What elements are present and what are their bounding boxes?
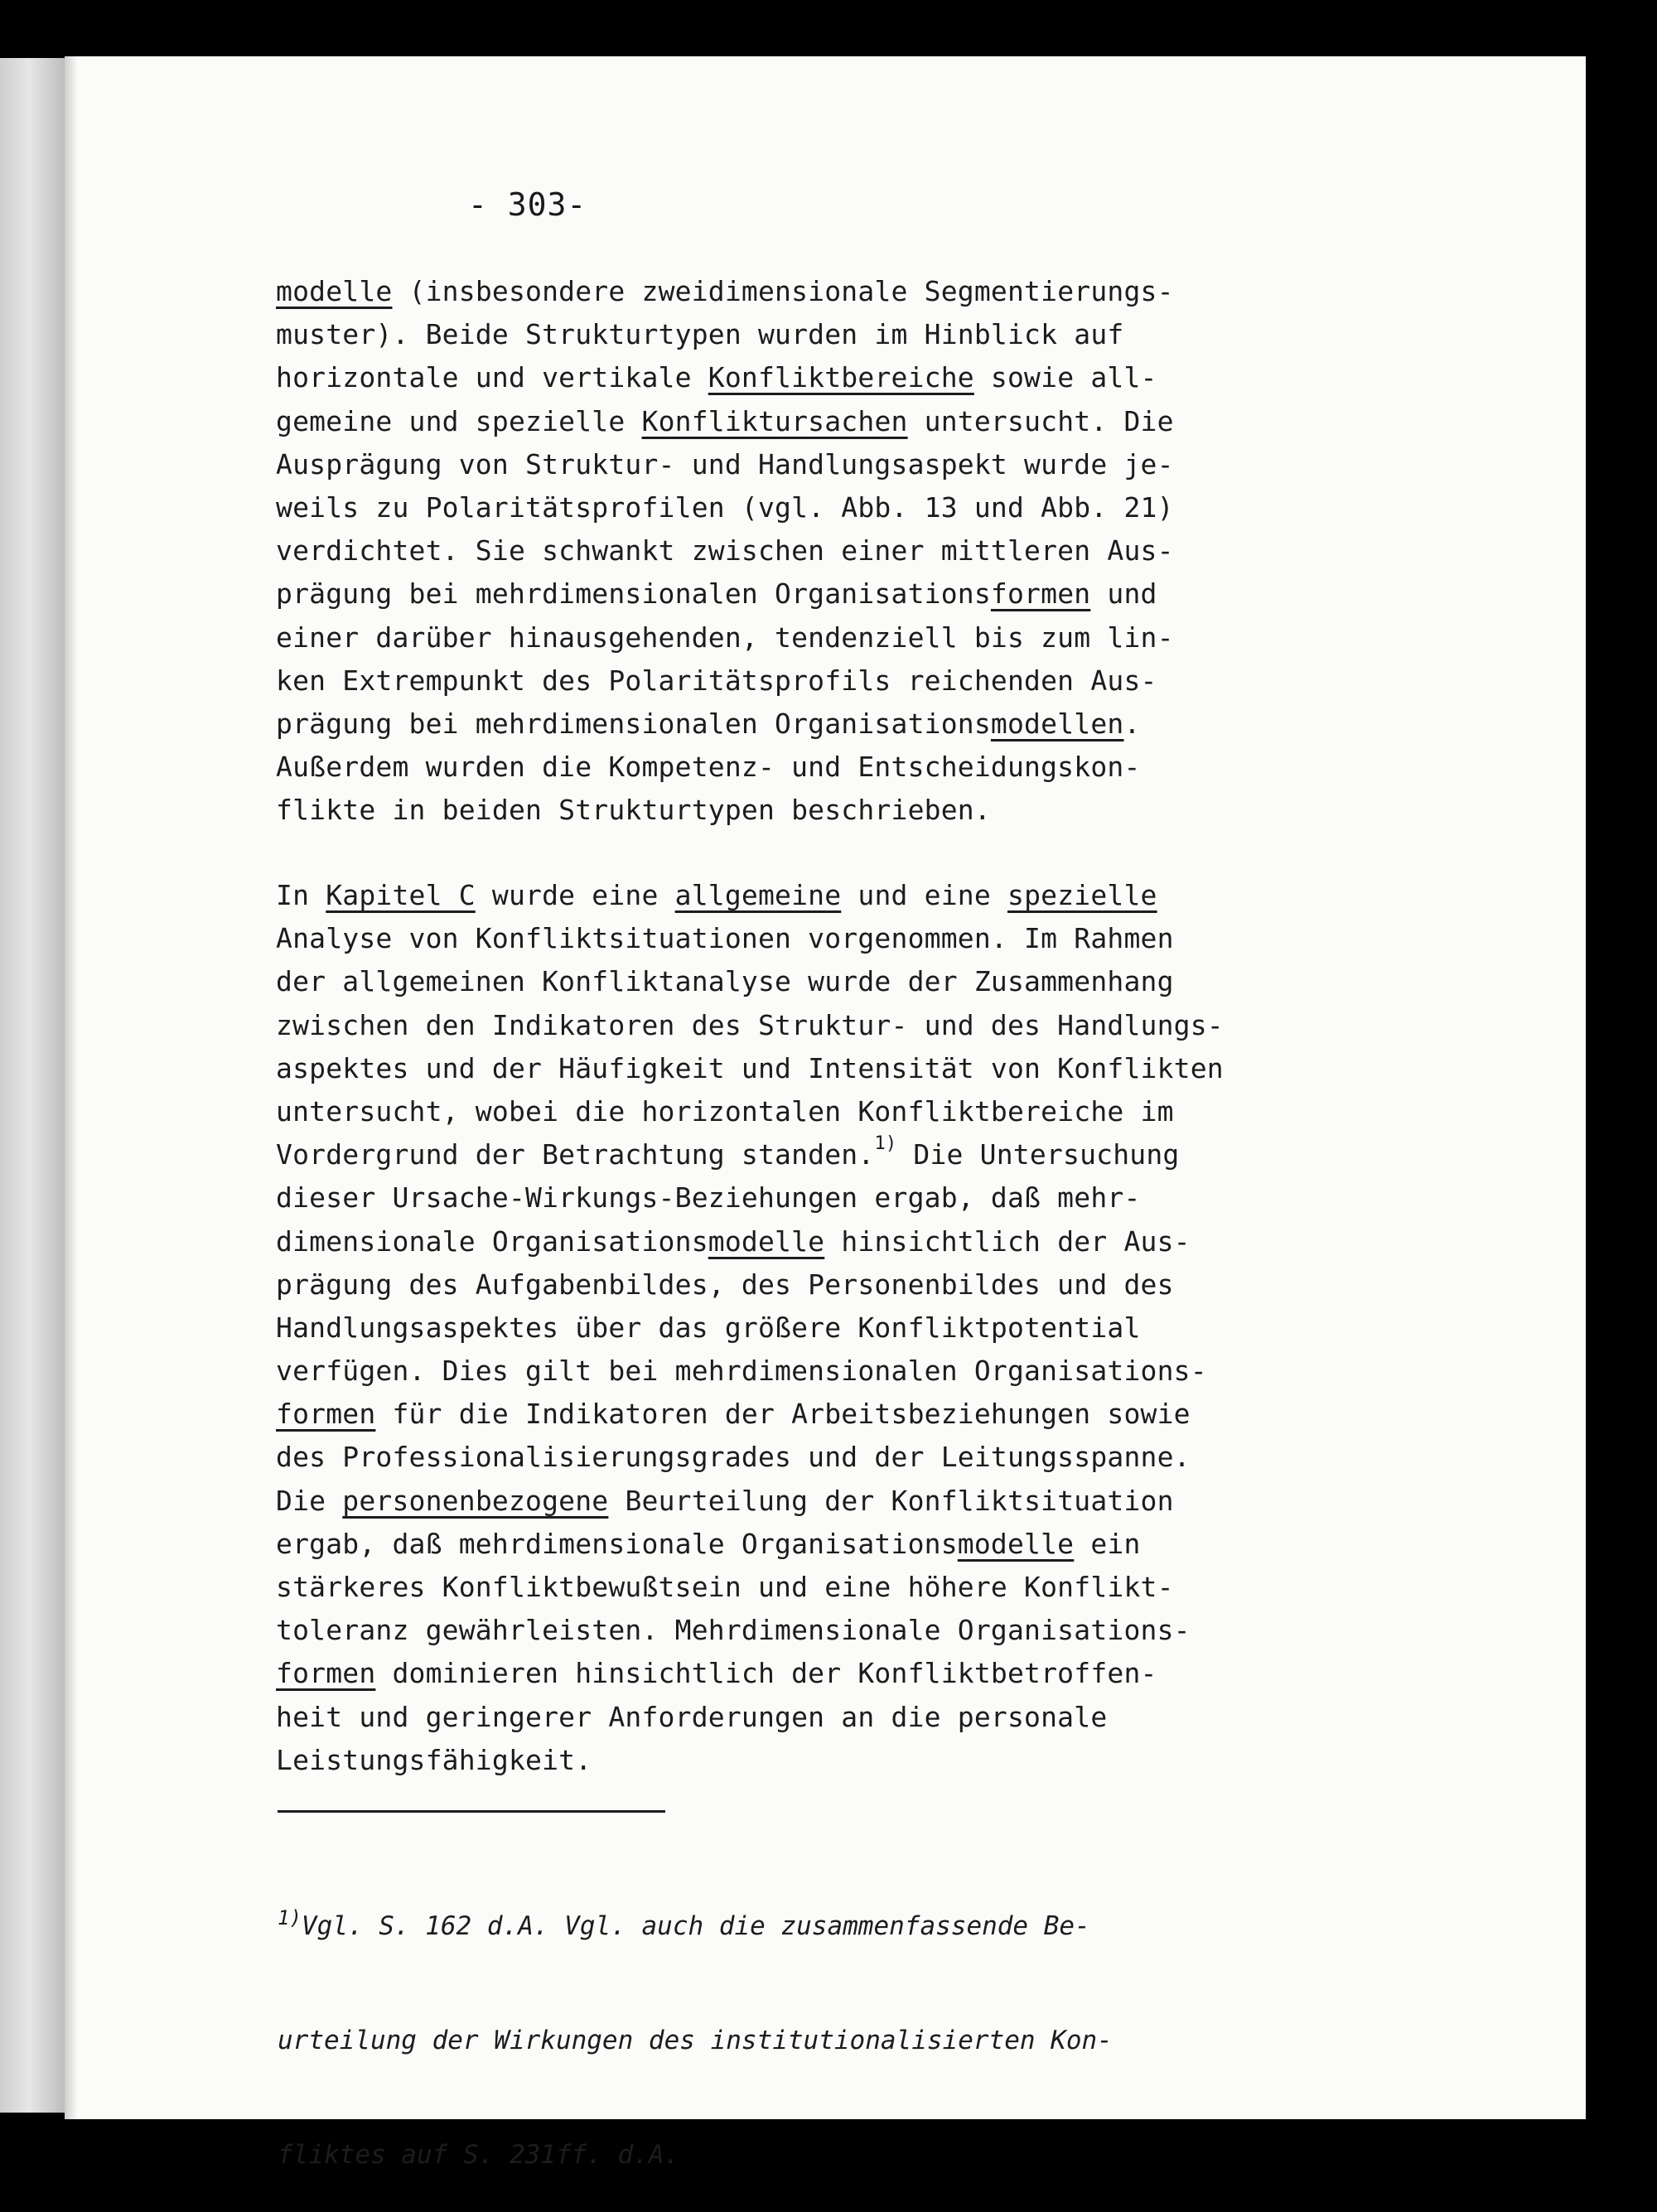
text-line — [276, 703, 1254, 746]
text-segment: gemeine und spezielle — [276, 404, 642, 437]
text-line — [276, 1393, 1254, 1436]
underlined-term: modellen — [990, 707, 1124, 740]
text-line — [276, 1263, 1254, 1306]
text-segment: Außerdem wurden die Kompetenz- und Entscheidungskon- — [276, 751, 1141, 784]
paragraph-summary-structure — [276, 270, 1254, 832]
text-segment: In — [276, 879, 326, 911]
text-segment: Die Untersuchung — [896, 1138, 1180, 1171]
text-line — [276, 1004, 1254, 1047]
text-segment: verfügen. Dies gilt bei mehrdimensionalen Organisations- — [276, 1355, 1207, 1388]
underlined-term: allgemeine — [674, 879, 842, 911]
text-segment: untersucht, wobei die horizontalen Konfliktbereiche im — [276, 1094, 1174, 1128]
text-segment: horizontale und vertikale — [276, 361, 708, 394]
underlined-term: formen — [276, 1398, 376, 1431]
text-line — [276, 313, 1254, 356]
underlined-term: Kapitel C — [326, 879, 476, 911]
underlined-term: modelle — [708, 1224, 825, 1258]
text-segment: hinsichtlich der Aus- — [824, 1224, 1191, 1258]
adjacent-page-edge — [0, 58, 65, 2113]
text-line — [276, 1306, 1254, 1350]
text-line — [276, 1350, 1254, 1393]
text-line — [276, 874, 1254, 917]
text-segment: dieser Ursache-Wirkungs-Beziehungen ergab, daß mehr- — [276, 1181, 1141, 1215]
text-segment: ken Extrempunkt des Polaritätsprofils reichenden Aus- — [276, 664, 1157, 697]
spine-shadow — [65, 56, 78, 2119]
text-segment: heit und geringerer Anforderungen an die personale — [276, 1700, 1108, 1733]
text-line — [276, 486, 1254, 529]
footnote-separator — [278, 1810, 665, 1813]
text-segment: ein — [1074, 1527, 1141, 1560]
text-segment: dimensionale Organisations — [276, 1224, 708, 1258]
footnote-line-1 — [278, 1907, 1272, 1945]
underlined-term: modelle — [276, 275, 393, 307]
text-line — [276, 1566, 1254, 1609]
footnote-line-3: fliktes auf S. 231ff. d.A. — [278, 2140, 680, 2170]
text-line — [276, 917, 1254, 960]
text-segment: Leistungsfähigkeit. — [276, 1743, 592, 1776]
text-segment: Beurteilung der Konfliktsituation — [608, 1484, 1174, 1517]
text-line — [276, 659, 1254, 703]
text-segment: ergab, daß mehrdimensionale Organisations — [276, 1527, 958, 1560]
text-line — [276, 1436, 1254, 1479]
text-segment: stärkeres Konfliktbewußtsein und eine höhere Konflikt- — [276, 1571, 1174, 1603]
underlined-term: Konfliktursachen — [641, 404, 908, 437]
text-segment: Vordergrund der Betrachtung standen. — [276, 1138, 875, 1171]
text-segment: sowie all- — [973, 361, 1157, 394]
text-line — [276, 616, 1254, 659]
text-segment: . — [1123, 707, 1141, 740]
text-segment: Ausprägung von Struktur- und Handlungsaspekt wurde je- — [276, 447, 1174, 481]
text-line — [276, 1480, 1254, 1523]
text-segment: Analyse von Konfliktsituationen vorgenommen. Im Rahmen — [276, 922, 1174, 955]
text-segment: und — [1090, 577, 1157, 611]
text-segment: Handlungsaspektes über das größere Konfliktpotential — [276, 1311, 1141, 1344]
text-segment: Die — [276, 1484, 343, 1517]
text-segment: untersucht. Die — [907, 404, 1174, 437]
text-line — [276, 1652, 1254, 1695]
text-segment: aspektes und der Häufigkeit und Intensität von Konflikten — [276, 1051, 1224, 1084]
text-line — [276, 1090, 1254, 1133]
text-line — [276, 1047, 1254, 1090]
text-segment: prägung bei mehrdimensionalen Organisations — [276, 577, 991, 611]
text-line — [276, 746, 1254, 789]
text-line — [276, 529, 1254, 572]
footnote-marker: 1) — [278, 1906, 302, 1929]
text-line — [276, 443, 1254, 486]
underlined-term: formen — [276, 1657, 376, 1690]
text-segment: weils zu Polaritätsprofilen (vgl. Abb. 13 und Abb. 21) — [276, 490, 1174, 524]
text-line — [276, 1696, 1254, 1739]
text-segment: dominieren hinsichtlich der Konfliktbetroffen- — [375, 1657, 1157, 1690]
footnote-line-2: urteilung der Wirkungen des institutionalisierten Kon- — [278, 2026, 1113, 2055]
text-segment: für die Indikatoren der Arbeitsbeziehungen sowie — [375, 1398, 1191, 1431]
text-segment: des Professionalisierungsgrades und der Leitungsspanne. — [276, 1441, 1191, 1474]
text-segment: zwischen den Indikatoren des Struktur- und des Handlungs- — [276, 1008, 1224, 1041]
text-segment: prägung des Aufgabenbildes, des Personenbildes und des — [276, 1268, 1174, 1301]
footnote-reference: 1) — [874, 1133, 897, 1155]
footnote-text: Vgl. S. 162 d.A. Vgl. auch die zusammenfassende Be- — [301, 1911, 1090, 1941]
underlined-term: modelle — [957, 1527, 1075, 1560]
text-line — [276, 1739, 1254, 1782]
text-line — [276, 400, 1254, 443]
text-segment: wurde eine — [475, 879, 675, 911]
underlined-term: spezielle — [1007, 879, 1157, 911]
text-segment: prägung bei mehrdimensionalen Organisations — [276, 707, 991, 740]
text-segment: (insbesondere zweidimensionale Segmentierungs- — [392, 275, 1174, 307]
text-line — [276, 1609, 1254, 1652]
footnote — [278, 1831, 1272, 2212]
text-segment: und eine — [841, 879, 1007, 911]
paragraph-chapter-c — [276, 874, 1254, 1782]
text-line — [276, 572, 1254, 616]
page-number: - 303- — [468, 186, 587, 223]
underlined-term: personenbezogene — [342, 1484, 609, 1517]
text-line — [276, 1220, 1254, 1263]
text-line — [276, 789, 1254, 832]
text-segment: muster). Beide Strukturtypen wurden im Hinblick auf — [276, 318, 1124, 351]
text-line — [276, 1523, 1254, 1566]
underlined-term: Konfliktbereiche — [708, 361, 974, 394]
text-segment: verdichtet. Sie schwankt zwischen einer mittleren Aus- — [276, 534, 1174, 567]
text-line — [276, 356, 1254, 399]
text-segment: einer darüber hinausgehenden, tendenziell bis zum lin- — [276, 621, 1174, 654]
text-segment: flikte in beiden Strukturtypen beschrieben. — [276, 794, 991, 827]
text-segment: der allgemeinen Konfliktanalyse wurde der Zusammenhang — [276, 965, 1174, 998]
text-line — [276, 270, 1254, 313]
text-line — [276, 1176, 1254, 1219]
text-segment: toleranz gewährleisten. Mehrdimensionale Organisations- — [276, 1614, 1191, 1647]
underlined-term: formen — [990, 577, 1091, 611]
text-line — [276, 1133, 1254, 1176]
text-line — [276, 960, 1254, 1003]
